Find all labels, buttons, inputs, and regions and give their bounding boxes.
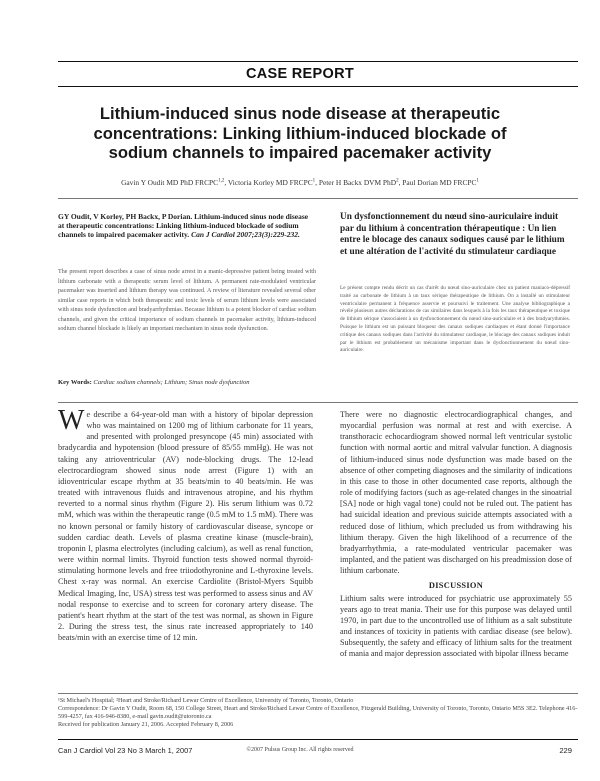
citation-title: Lithium-induced sinus node disease at therapeutic concentrations: Linking lithium-induced blockade of sodium channels to impaired pacemaker activity. xyxy=(58,212,309,240)
author-degrees: DVM PhD xyxy=(363,178,397,187)
discussion-text: Lithium salts were introduced for psychiatric use approximately 55 years ago to treat mania. Their use for this purpose was delayed until 1970, in part due to the uncontrolled use of lithium as a salt substitute and instances of toxicity in patients with cardiac disease (see below). Subsequently, the safety and efficacy of lithium salts for the treatment of mania and major depression associated with bipolar illness became xyxy=(340,593,572,659)
authors-rule xyxy=(58,198,578,199)
author-degrees: MD PhD FRCPC xyxy=(166,178,219,187)
author-affiliation: 1,2 xyxy=(218,178,225,184)
footnote-correspondence: Correspondence: Dr Gavin Y Oudit, Room 68, 150 College Street, Heart and Stroke/Richard Lewar Centre of Excellence, Fitzgerald Building, University of Toronto, Toronto, Ontario M5S 3E2. Telephone 416-599-4257, fax 416-946-8380, e-mail gavin.oudit@utoronto.ca xyxy=(58,705,578,721)
author-name: Paul Dorian xyxy=(402,178,438,187)
footer-copyright: ©2007 Pulsus Group Inc. All rights reserved xyxy=(246,747,354,753)
footnote-rule xyxy=(58,693,578,694)
author-affiliation: 2 xyxy=(396,178,399,184)
body-text-left: e describe a 64-year-old man with a history of bipolar depression who was maintained on 1200 mg of lithium carbonate for 11 years, and presented with prolonged presyncope (45 min) associated with bradycardia and hypotension (blood pressure of 85/55 mmHg). He was not taking any atrioventricular (AV) node-blocking drugs. The 12-lead electrocardiogram showed sinus node arrest (Figure 1) with an idioventricular escape rhythm at 35 beats/min to 40 beats/min. He was treated with intravenous fluids and intravenous atropine, and his rhythm reverted to a normal sinus rhythm (Figure 2). His serum lithium was 0.72 mM, which was within the therapeutic range (0.5 mM to 1.5 mM). There was no known personal or family history of cardiovascular disease, syncope or sudden cardiac death. Levels of plasma creatine kinase (muscle-brain), troponin I, plasma electrolytes (including calcium), as well as renal function, were within normal limits. Thyroid function tests showed normal thyroid-stimulating hormone levels and free triiodothyronine and L-thyroxine levels. Chest x-ray was normal. An exercise Cardiolite (Bristol-Myers Squibb Medical Imaging, Inc, USA) stress test was performed to assess sinus and AV nodal response to exercise and to screen for coronary artery disease. The patient's heart rhythm at the start of the test was normal, as shown in Figure 2. During the stress test, the sinus rate increased appropriately to 140 beats/min with an exercise time of 12 min. xyxy=(58,410,313,643)
footer-rule xyxy=(58,739,578,740)
keywords-list: Cardiac sodium channels; Lithium; Sinus node dysfunction xyxy=(93,379,250,386)
article-title: Lithium-induced sinus node disease at therapeutic concentrations: Linking lithium-induced blockade of sodium channels to impaired pacemaker activity xyxy=(93,104,507,162)
header-rule-bottom xyxy=(58,86,578,87)
author-degrees: MD FRCPC xyxy=(439,178,477,187)
citation xyxy=(58,212,316,240)
body-text-right: There were no diagnostic electrocardiographical changes, and myocardial perfusion was normal at rest and with exercise. A transthoracic echocardiogram showed normal left ventricular systolic function with normal aortic and mitral valvular function. A diagnosis of lithium-induced sinus node dysfunction was made based on the absence of other competing diagnoses and the similarity of indications in this case to those in other documented case reports, although the role of modifying factors (such as age-related changes in the sinoatrial [SA] node or high vagal tone) could not be ruled out. The patient has had suicidal ideation and previous suicide attempts associated with a reduced dose of lithium, which precluded us from withdrawing his lithium therapy. Given the high likelihood of a recurrence of the bradyarrhythmia, a rate-modulated ventricular pacemaker was implanted, and the patient was discharged on his preadmission dose of lithium carbonate. xyxy=(340,410,572,576)
author-list: Gavin Y Oudit MD PhD FRCPC$^{1,2}$, Victoria Korley MD FRCPC$^1$, Peter H Backx DVM PhD$^2$, Paul Dorian MD FRCPC$^1$ xyxy=(121,178,479,187)
discussion-heading: DISCUSSION xyxy=(428,581,484,591)
drop-cap: W xyxy=(58,405,85,436)
section-label: CASE REPORT xyxy=(245,66,355,82)
french-title: Un dysfonctionnement du nœud sino-auriculaire induit par du lithium à concentration thérapeutique : Un lien entre le blocage des canaux sodiques causé par le lithium et une altération de l'activité du stimulateur cardiaque xyxy=(340,212,565,257)
abstract-rule xyxy=(58,402,578,403)
keywords xyxy=(58,378,316,388)
body-column-right xyxy=(340,409,572,659)
footer-journal-issue: Can J Cardiol Vol 23 No 3 March 1, 2007 xyxy=(58,746,193,755)
abstract-french: Le présent compte rendu décrit un cas d'arrêt du nœud sino-auriculaire chez un patient maniaco-dépressif traité au carbonate de lithium à un taux sérique thérapeutique de lithium. On a installé un stimulateur ventriculaire permanent à fréquence asservie et poursuivi le traitement. Une analyse bibliographique a révélé plusieurs autres déclarations de cas similaires dans lesquels à la fois les taux thérapeutique et toxique de lithium sérique s'associaient à un dysfonctionnement du nœud sino-auriculaire et à des bradyarythmies. Puisque le lithium est un puissant bloqueur des canaux sodiques cardiaques et étant donné l'importance critique des canaux sodiques dans l'activité du stimulateur cardiaque, le blocage des canaux sodiques induit par le lithium est probablement un mécanisme important dans le dysfonctionnement du nœud sino-auriculaire. xyxy=(340,285,570,354)
author-name: Peter H Backx xyxy=(318,178,362,187)
author-affiliation: 1 xyxy=(312,178,316,184)
footnotes xyxy=(58,697,578,729)
citation-authors: GY Oudit, V Korley, PH Backx, P Dorian. xyxy=(58,212,193,221)
author-affiliation: 1 xyxy=(476,178,479,184)
header-rule-top xyxy=(58,61,578,62)
citation-journal: Can J Cardiol 2007;23(3):229-232. xyxy=(191,230,300,240)
author-degrees: MD FRCPC xyxy=(275,178,313,187)
footnote-received: Received for publication January 21, 2006. Accepted February 8, 2006 xyxy=(58,721,234,729)
author-name: Victoria Korley xyxy=(227,178,275,187)
page-number: 229 xyxy=(559,746,572,755)
author-name: Gavin Y Oudit xyxy=(121,178,165,187)
footnote-affiliations: ¹St Michael's Hospital; ²Heart and Stroke/Richard Lewar Centre of Excellence, University of Toronto, Toronto, Ontario xyxy=(58,697,354,704)
body-column-left xyxy=(58,405,313,643)
keywords-label: Key Words: xyxy=(58,379,92,386)
abstract-english: The present report describes a case of sinus node arrest in a manic-depressive patient being treated with lithium carbonate with a therapeutic serum level of lithium. A permanent rate-modulated ventricular pacemaker was inserted and lithium therapy was continued. A review of literature revealed several other similar case reports in which both therapeutic and toxic levels of serum lithium levels were associated with sinus node dysfunction and bradyarrhythmias. Because lithium is a potent blocker of cardiac sodium channels, and given the critical importance of sodium channels in pacemaker activity, lithium-induced sodium channel blockade is likely an important mechanism in sinus node dysfunction. xyxy=(58,269,316,333)
